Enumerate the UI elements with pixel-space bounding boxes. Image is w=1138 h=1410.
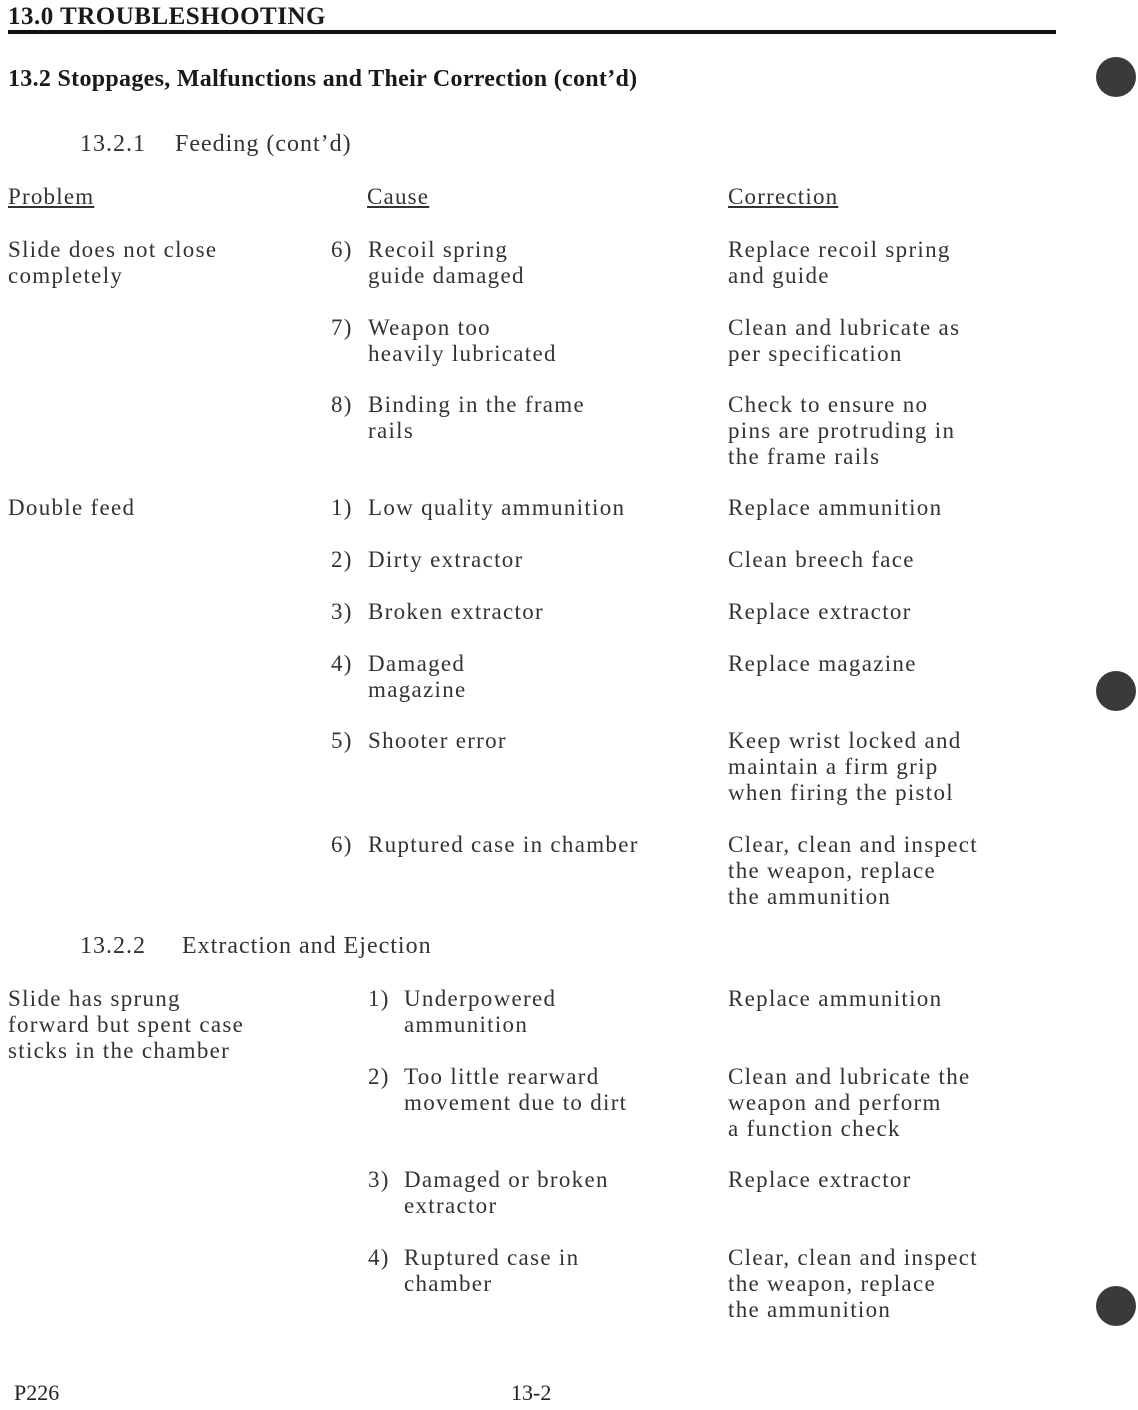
correction-cell: Replace ammunition [728, 495, 943, 520]
cause-number: 2) [368, 1064, 390, 1089]
cause-cell: Broken extractor [368, 599, 544, 624]
cause-number: 6) [331, 237, 353, 262]
correction-cell: Clean and lubricate as per specification [728, 315, 961, 366]
correction-cell: Replace magazine [728, 651, 917, 676]
subsection-number-2: 13.2.2 [80, 933, 146, 959]
subsection-title-2: Extraction and Ejection [182, 933, 432, 959]
punch-hole [1096, 671, 1136, 711]
cause-cell: Weapon too heavily lubricated [368, 315, 557, 366]
page-number: 13-2 [511, 1380, 552, 1405]
column-header-correction: Correction [728, 184, 839, 209]
section-title: 13.2 Stoppages, Malfunctions and Their Correction (cont’d) [8, 66, 638, 92]
cause-number: 6) [331, 832, 353, 857]
cause-cell: Damaged or broken extractor [404, 1167, 609, 1218]
column-header-cause: Cause [367, 184, 430, 209]
cause-cell: Recoil spring guide damaged [368, 237, 525, 288]
subsection-number-1: 13.2.1 [80, 131, 146, 157]
cause-cell: Shooter error [368, 728, 507, 753]
problem-cell: Slide has sprung forward but spent case sticks in the chamber [8, 986, 245, 1063]
cause-cell: Underpowered ammunition [404, 986, 557, 1037]
cause-number: 1) [331, 495, 353, 520]
correction-cell: Clean breech face [728, 547, 915, 572]
chapter-rule [8, 30, 1056, 34]
problem-cell: Double feed [8, 495, 136, 520]
subsection-title-1: Feeding (cont’d) [175, 131, 352, 157]
correction-cell: Replace extractor [728, 1167, 912, 1192]
cause-number: 3) [331, 599, 353, 624]
cause-number: 8) [331, 392, 353, 417]
correction-cell: Replace extractor [728, 599, 912, 624]
cause-number: 1) [368, 986, 390, 1011]
punch-hole [1096, 1286, 1136, 1326]
cause-cell: Too little rearward movement due to dirt [404, 1064, 628, 1115]
cause-cell: Dirty extractor [368, 547, 524, 572]
problem-cell: Slide does not close completely [8, 237, 218, 288]
cause-cell: Damaged magazine [368, 651, 467, 702]
correction-cell: Check to ensure no pins are protruding in the frame rails [728, 392, 956, 469]
chapter-title: 13.0 TROUBLESHOOTING [8, 3, 326, 30]
column-header-problem: Problem [8, 184, 95, 209]
correction-cell: Replace ammunition [728, 986, 943, 1011]
cause-cell: Ruptured case in chamber [368, 832, 639, 857]
cause-number: 4) [368, 1245, 390, 1270]
cause-cell: Ruptured case in chamber [404, 1245, 580, 1296]
cause-number: 7) [331, 315, 353, 340]
punch-hole [1096, 57, 1136, 97]
cause-number: 4) [331, 651, 353, 676]
correction-cell: Clear, clean and inspect the weapon, replace the ammunition [728, 832, 978, 909]
footer-model: P226 [14, 1380, 60, 1405]
correction-cell: Clear, clean and inspect the weapon, replace the ammunition [728, 1245, 978, 1322]
cause-number: 2) [331, 547, 353, 572]
cause-cell: Binding in the frame rails [368, 392, 585, 443]
cause-number: 5) [331, 728, 353, 753]
cause-number: 3) [368, 1167, 390, 1192]
correction-cell: Clean and lubricate the weapon and perform a function check [728, 1064, 971, 1141]
cause-cell: Low quality ammunition [368, 495, 626, 520]
correction-cell: Replace recoil spring and guide [728, 237, 951, 288]
correction-cell: Keep wrist locked and maintain a firm grip when firing the pistol [728, 728, 962, 805]
